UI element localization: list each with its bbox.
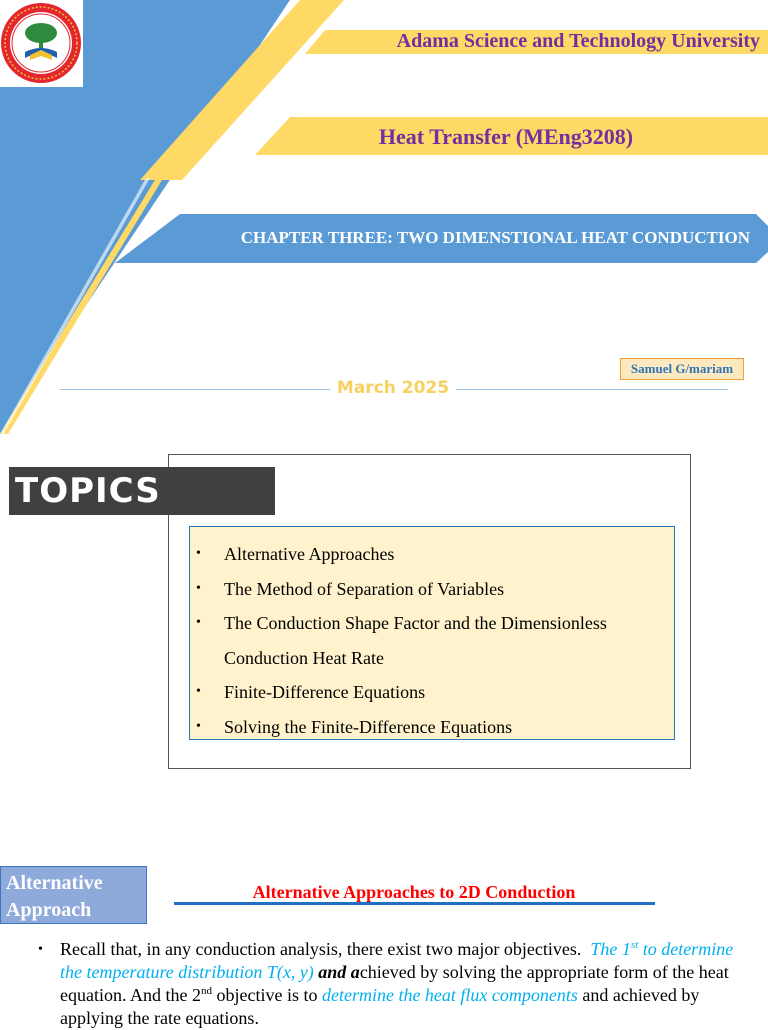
- list-item: • Finite-Difference Equations: [190, 675, 676, 710]
- university-logo: [0, 0, 83, 87]
- section-heading: Alternative Approaches to 2D Conduction: [252, 882, 576, 902]
- bullet-icon: •: [196, 546, 201, 561]
- bullet-icon: •: [38, 942, 43, 957]
- heading-underline: [174, 902, 655, 905]
- list-item: • Alternative Approaches: [190, 537, 676, 572]
- topics-list: [190, 537, 676, 744]
- university-seal-icon: [0, 0, 83, 87]
- recall-paragraph: [38, 938, 748, 1030]
- presentation-date: March 2025: [336, 378, 450, 398]
- author-badge: Samuel G/mariam: [620, 358, 744, 380]
- bullet-icon: •: [196, 684, 201, 699]
- paragraph-text: Recall that, in any conduction analysis, there exist two major objectives. The 1st to determine the temperature distribution T(x, y) and achieved by solving the appropriate form of the heat equation. And the 2nd objective is to determine the heat flux components and achieved by applying the rate equations.: [60, 939, 734, 1028]
- topics-box: [189, 526, 675, 740]
- list-item-continuation: Conduction Heat Rate: [224, 647, 384, 668]
- date-divider-right: [456, 389, 728, 390]
- list-item: • Solving the Finite-Difference Equations: [190, 710, 676, 745]
- list-item: • The Method of Separation of Variables: [190, 572, 676, 607]
- university-name: Adama Science and Technology University: [396, 30, 760, 52]
- bullet-icon: •: [196, 718, 201, 734]
- chapter-title: CHAPTER THREE: TWO DIMENSTIONAL HEAT CONDUCTION: [240, 228, 750, 247]
- section-tag: Alternative Approach: [0, 866, 147, 924]
- date-divider-left: [60, 389, 330, 390]
- course-title: Heat Transfer (MEng3208): [378, 124, 634, 149]
- bullet-icon: •: [196, 615, 201, 630]
- topics-title: TOPICS: [9, 467, 275, 515]
- bullet-icon: •: [196, 580, 201, 596]
- list-item: • The Conduction Shape Factor and the Dimensionless: [190, 606, 676, 641]
- title-slide: [0, 0, 768, 434]
